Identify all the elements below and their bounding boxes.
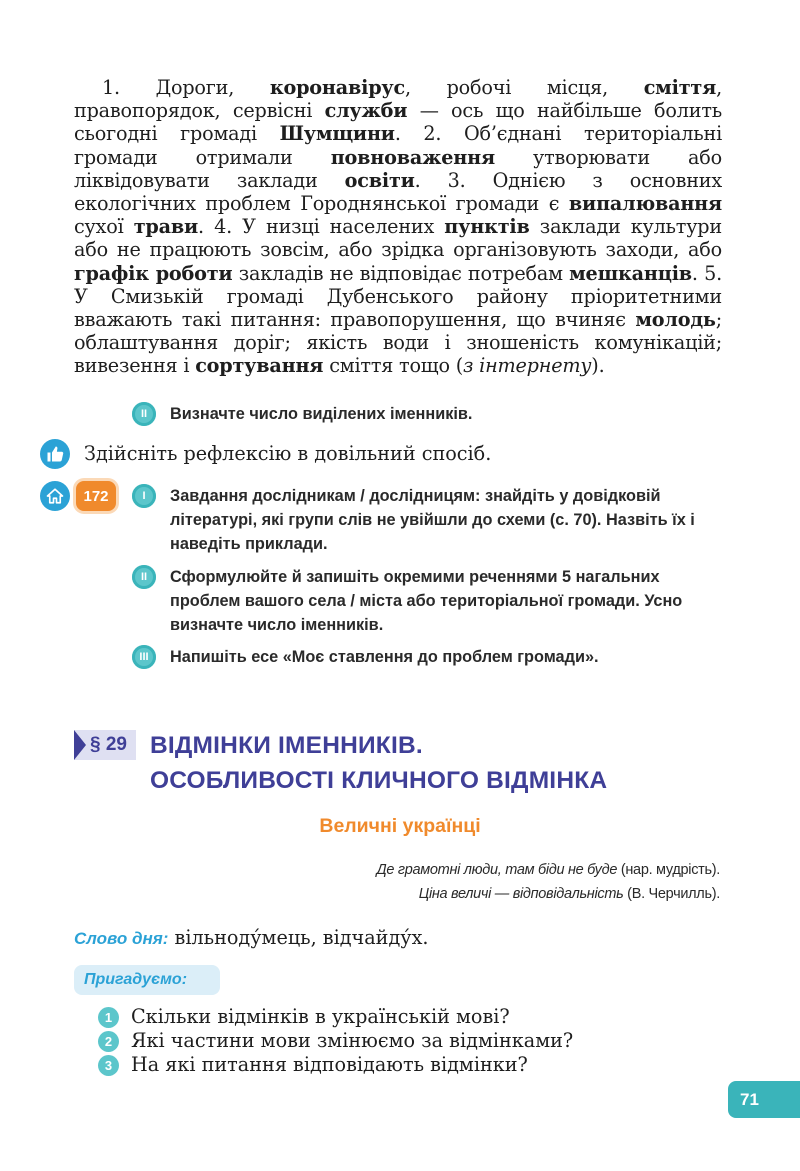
text-run: . 2. Об’єднані територіальні громади отримали [74, 122, 723, 169]
text-run: з інтернету [462, 354, 592, 378]
section-number-badge [74, 730, 136, 760]
epigraph-quote: Ціна величі — відповідальність [418, 886, 624, 902]
question-text: Скільки відмінків в українській мові? [131, 1005, 510, 1028]
section-title-line1: ВІДМІНКИ ІМЕННИКІВ. [150, 732, 423, 759]
section-subtitle: Величні українці [319, 815, 481, 837]
question-text: Які частини мови змінюємо за відмінками? [131, 1029, 574, 1052]
epigraph-quote: Де грамотні люди, там біди не буде [376, 862, 618, 878]
text-run: . 3. Однією з основних екологічних проблем Городнянської громади є [74, 168, 722, 216]
epigraph-2 [419, 886, 720, 902]
question-number: 2 [98, 1031, 119, 1052]
section-arrow-icon [74, 730, 86, 760]
text-run: 1. Дороги, [102, 76, 270, 99]
highlighted-noun: сміття [643, 76, 717, 99]
home-icon [40, 481, 70, 511]
text-run: сухої [74, 215, 134, 239]
highlighted-noun: мешканців [569, 261, 692, 285]
section-number: § 29 [90, 734, 127, 755]
thumbs-up-icon [40, 439, 70, 469]
text-run: . 4. У низці населених [198, 215, 445, 239]
word-of-day-words: вільноду́мець, відчайду́х. [168, 926, 429, 949]
epigraph-source: (нар. мудрість). [617, 862, 720, 878]
highlighted-noun: освіти [344, 168, 415, 192]
question-number: 1 [98, 1007, 119, 1028]
highlighted-noun: сортування [195, 354, 324, 378]
highlighted-noun: трави [133, 215, 199, 239]
text-run: — ось що найбільше болить сьогодні громаді [74, 99, 722, 146]
highlighted-noun: пунктів [444, 215, 530, 239]
text-run: ). [591, 354, 605, 378]
level-badge: I [132, 484, 156, 508]
text-run: , робочі місця, [404, 76, 644, 99]
task-text: Напишіть есе «Моє ставлення до проблем громади». [170, 648, 599, 666]
question-item [98, 1053, 528, 1077]
exercise-number: 172 [76, 481, 116, 511]
text-run: сміття тощо ( [323, 354, 463, 378]
page-number: 71 [728, 1081, 800, 1118]
section-title-line2: ОСОБЛИВОСТІ КЛИЧНОГО ВІДМІНКА [150, 767, 608, 794]
reflection-text: Здійсніть рефлексію в довільний спосіб. [84, 442, 492, 465]
level-badge: III [132, 645, 156, 669]
text-run: ; облаштування доріг; якість води і зношеність комунікацій; вивезення і [74, 308, 722, 378]
question-text: На які питання відповідають відмінки? [131, 1053, 528, 1076]
question-number: 3 [98, 1055, 119, 1076]
highlighted-noun: служби [324, 99, 408, 123]
exercise-text [74, 76, 722, 378]
word-of-day [74, 925, 429, 952]
highlighted-noun: молодь [635, 308, 716, 332]
text-run: . 5. У Смизькій громаді Дубенського району пріоритетними вважають такі питання: правопорушення, що вчиняє [74, 261, 722, 332]
highlighted-noun: повноваження [330, 145, 495, 169]
recall-label: Пригадуємо: [74, 965, 220, 995]
highlighted-noun: коронавірус [269, 76, 405, 99]
level-badge: II [132, 565, 156, 589]
word-of-day-label: Слово дня: [74, 929, 169, 948]
highlighted-noun: графік роботи [74, 261, 233, 285]
epigraph-1 [377, 862, 721, 878]
question-item [98, 1029, 573, 1053]
task-text: Сформулюйте й запишіть окремими реченнями 5 нагальних проблем вашого села / міста або територіальної громади. Усно визначте число іменників. [170, 568, 683, 634]
task-text: Визначте число виділених іменників. [170, 405, 473, 423]
epigraph-source: (В. Черчилль). [623, 886, 720, 902]
text-run: утворювати або ліквідовувати заклади [74, 145, 722, 192]
text-run: заклади культури або не працюють зовсім, або зрідка організовують заходи, або [74, 215, 722, 262]
text-run: , правопорядок, сервісні [74, 76, 722, 123]
highlighted-noun: Шумщини [279, 122, 395, 146]
question-item [98, 1005, 510, 1029]
text-run: закладів не відповідає потребам [232, 261, 570, 285]
highlighted-noun: випалювання [568, 192, 722, 216]
section-title [150, 728, 607, 798]
level-badge: II [132, 402, 156, 426]
task-text: Завдання дослідникам / дослідницям: знайдіть у довідковій літературі, які групи слів не увійшли до схеми (с. 70). Назвіть їх і наведіть приклади. [170, 487, 695, 553]
